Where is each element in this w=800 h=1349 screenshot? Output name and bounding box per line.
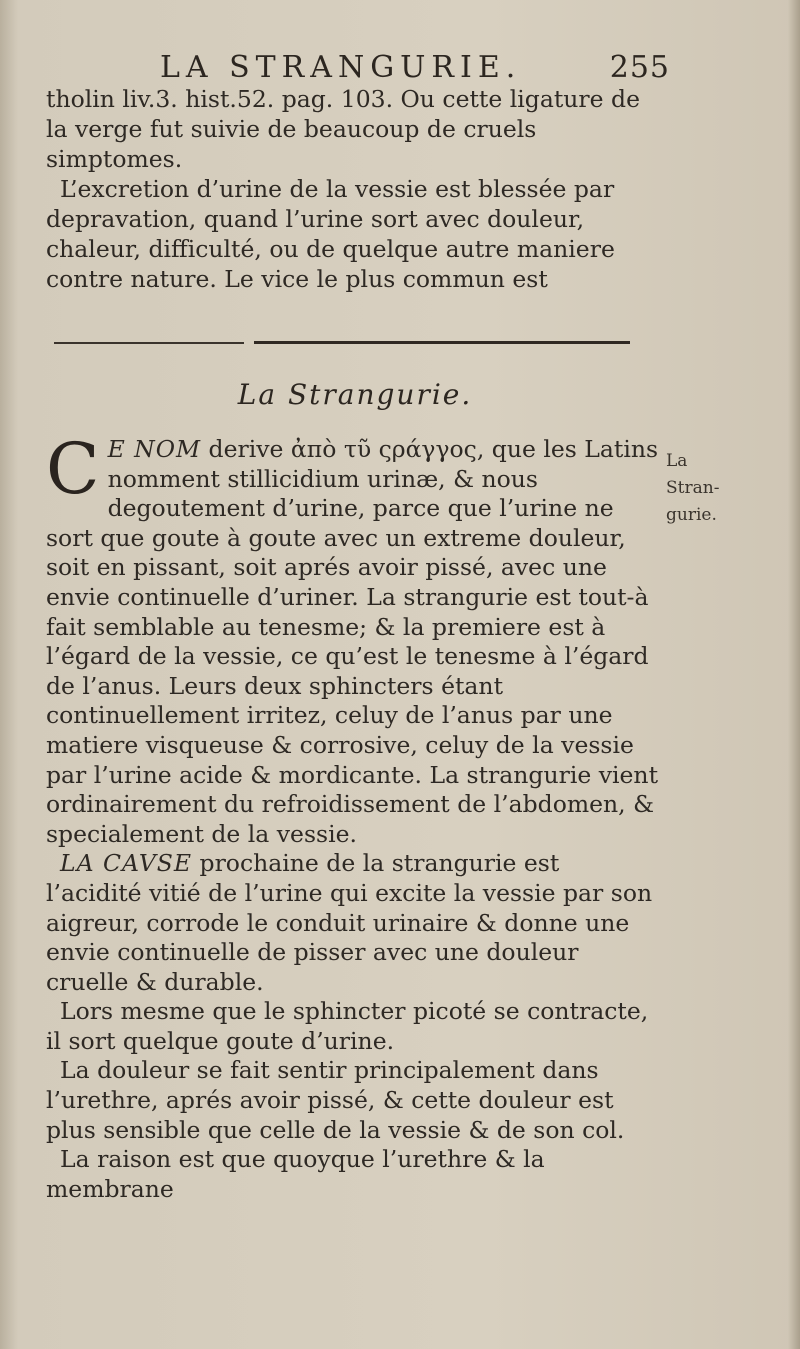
cause-label: LA CAVSE	[60, 849, 193, 878]
section-body	[46, 428, 662, 1204]
divider-rule-left	[54, 342, 244, 344]
section-paragraph-4: La douleur se fait sentir principalement dans l’urethre, aprés avoir pissé, & cette douleur est plus sensible que celle de la vessie & de son col.	[46, 1056, 625, 1144]
section-paragraph-3: Lors mesme que le sphincter picoté se contracte, il sort quelque goute d’urine.	[46, 997, 649, 1055]
divider-rule-right	[254, 341, 630, 344]
page-number: 255	[609, 50, 670, 85]
section-divider	[54, 339, 634, 347]
paragraph-2-text: prochaine de la strangurie est l’acidité vitié de l’urine qui excite la vessie par son aigreur, corrode le conduit urinaire & donne une envie continuelle de pisser avec une douleur cruelle & durable.	[46, 849, 653, 996]
margin-note-line-3: gurie.	[666, 505, 717, 525]
section-paragraph-1	[46, 428, 662, 849]
page-edge	[788, 0, 800, 1349]
drop-cap: C	[46, 428, 100, 510]
intro-paragraph-2: L’excretion d’urine de la vessie est blessée par depravation, quand l’urine sort avec douleur, chaleur, difficulté, ou de quelque autre maniere contre nature. Le vice le plus commun est	[46, 175, 615, 293]
section-paragraph-2	[46, 849, 662, 997]
margin-note	[666, 448, 756, 529]
section-paragraph-5: La raison est que quoyque l’urethre & la membrane	[46, 1145, 545, 1203]
running-title: LA STRANGURIE.	[160, 50, 522, 85]
lead-words: E NOM	[107, 435, 202, 463]
section-title: La Strangurie.	[237, 378, 473, 411]
margin-note-line-2: Stran-	[666, 478, 720, 498]
intro-paragraph-1: tholin liv.3. hist.52. pag. 103. Ou cette ligature de la verge fut suivie de beaucoup de cruels simptomes.	[46, 85, 640, 173]
intro-text	[46, 84, 662, 294]
margin-note-line-1: La	[666, 451, 688, 471]
paragraph-1-text: derive ἀπὸ τῦ ςράγγος, que les Latins nomment stillicidium urinæ, & nous degoutement d’urine, parce que l’urine ne sort que goute à goute avec un extreme douleur, soit en pissant, soit aprés avoir pissé, avec une envie continuelle d’uriner. La strangurie est tout-à fait semblable au tenesme; & la premiere est à l’égard de la vessie, ce qu’est le tenesme à l’égard de l’anus. Leurs deux sphincters étant continuellement irritez, celuy de l’anus par une matiere visqueuse & corrosive, celuy de la vessie par l’urine acide & mordicante. La strangurie vient ordinairement du refroidissement de l’abdomen, & specialement de la vessie.	[46, 435, 659, 848]
